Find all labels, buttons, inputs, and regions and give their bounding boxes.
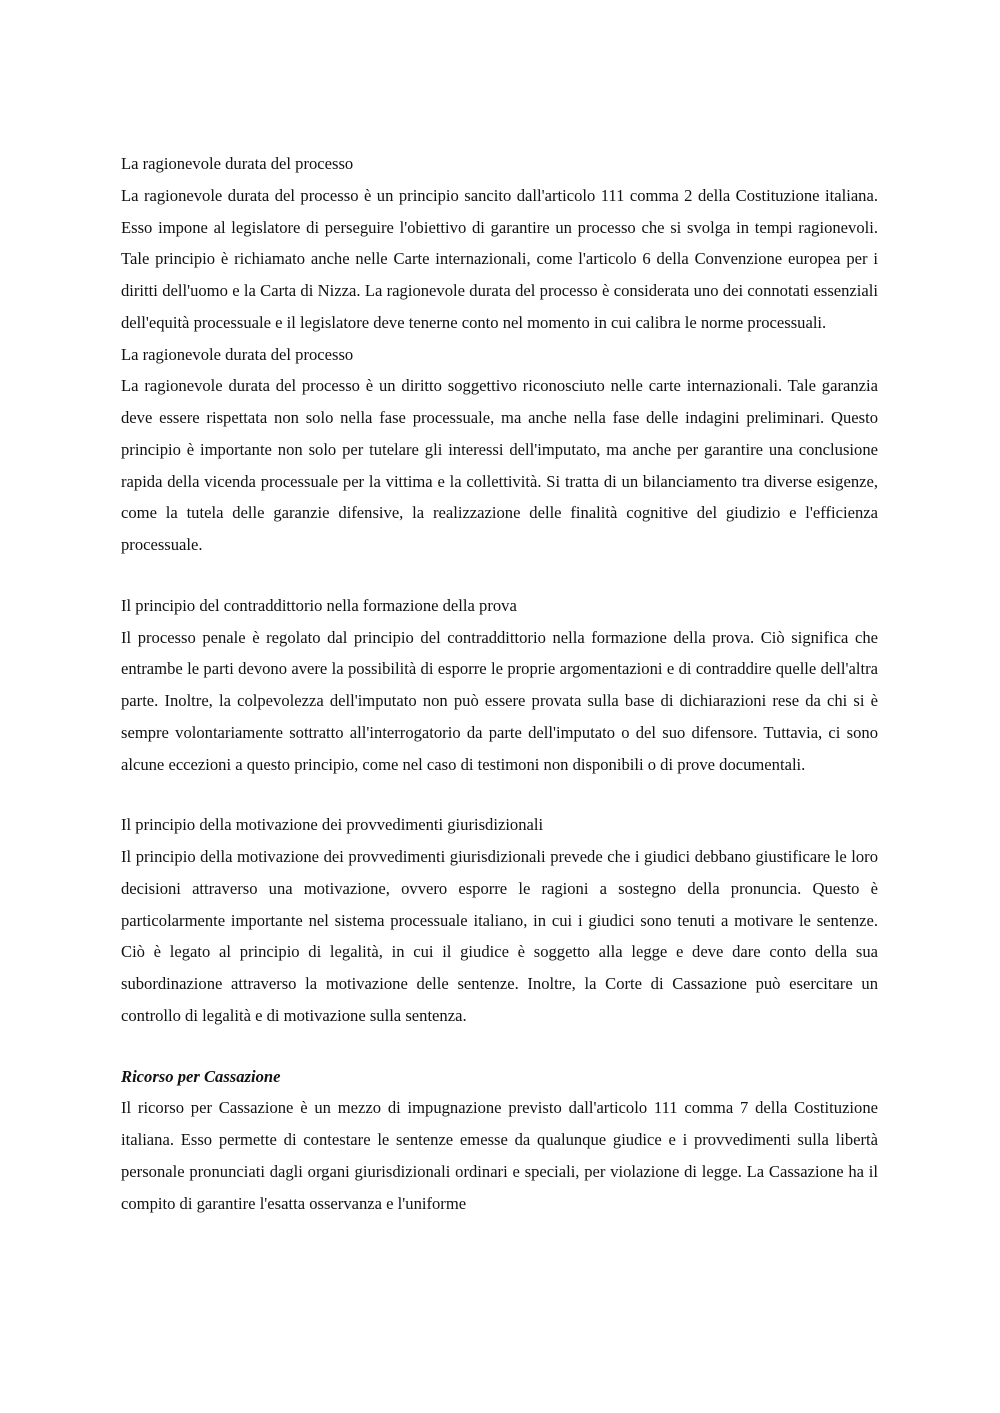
- document-page: [121, 148, 878, 1219]
- section-heading: Il principio del contraddittorio nella formazione della prova: [121, 595, 517, 615]
- paragraph-spacer: [121, 780, 878, 809]
- section-paragraph: La ragionevole durata del processo è un principio sancito dall'articolo 111 comma 2 della Costituzione italiana. Esso impone al legislatore di perseguire l'obiettivo di garantire un processo che si svolga in tempi ragionevoli. Tale principio è richiamato anche nelle Carte internazionali, come l'articolo 6 della Convenzione europea per i diritti dell'uomo e la Carta di Nizza. La ragionevole durata del processo è considerata uno dei connotati essenziali dell'equità processuale e il legislatore deve tenerne conto nel momento in cui calibra le norme processuali.: [121, 185, 878, 332]
- section-contraddittorio: [121, 590, 878, 781]
- paragraph-spacer: [121, 1032, 878, 1061]
- section-ricorso-cassazione: [121, 1061, 878, 1220]
- section-heading: Ricorso per Cassazione: [121, 1066, 281, 1086]
- paragraph-spacer: [121, 561, 878, 590]
- section-motivazione: [121, 809, 878, 1031]
- section-ragionevole-durata-2: [121, 339, 878, 561]
- section-paragraph: Il processo penale è regolato dal principio del contraddittorio nella formazione della prova. Ciò significa che entrambe le parti devono avere la possibilità di esporre le proprie argomentazioni e di contraddire quelle dell'altra parte. Inoltre, la colpevolezza dell'imputato non può essere provata sulla base di dichiarazioni rese da chi si è sempre volontariamente sottratto all'interrogatorio da parte dell'imputato o del suo difensore. Tuttavia, ci sono alcune eccezioni a questo principio, come nel caso di testimoni non disponibili o di prove documentali.: [121, 627, 878, 774]
- section-heading: Il principio della motivazione dei provvedimenti giurisdizionali: [121, 815, 544, 835]
- section-heading: La ragionevole durata del processo: [121, 154, 354, 173]
- section-heading: La ragionevole durata del processo: [121, 344, 354, 364]
- section-ragionevole-durata-1: [121, 148, 878, 339]
- section-paragraph: Il ricorso per Cassazione è un mezzo di impugnazione previsto dall'articolo 111 comma 7 della Costituzione italiana. Esso permette di contestare le sentenze emesse da qualunque giudice e i provvedimenti sulla libertà personale pronunciati dagli organi giurisdizionali ordinari e speciali, per violazione di legge. La Cassazione ha il compito di garantire l'esatta osservanza e l'uniforme: [121, 1098, 878, 1213]
- section-paragraph: La ragionevole durata del processo è un diritto soggettivo riconosciuto nelle carte internazionali. Tale garanzia deve essere rispettata non solo nella fase processuale, ma anche nella fase delle indagini preliminari. Questo principio è importante non solo per tutelare gli interessi dell'imputato, ma anche per garantire una conclusione rapida della vicenda processuale per la vittima e la collettività. Si tratta di un bilanciamento tra diverse esigenze, come la tutela delle garanzie difensive, la realizzazione delle finalità cognitive del giudizio e l'efficienza processuale.: [121, 376, 878, 554]
- section-paragraph: Il principio della motivazione dei provvedimenti giurisdizionali prevede che i giudici debbano giustificare le loro decisioni attraverso una motivazione, ovvero esporre le ragioni a sostegno della pronuncia. Questo è particolarmente importante nel sistema processuale italiano, in cui i giudici sono tenuti a motivare le sentenze. Ciò è legato al principio di legalità, in cui il giudice è soggetto alla legge e deve dare conto della sua subordinazione attraverso la motivazione delle sentenze. Inoltre, la Corte di Cassazione può esercitare un controllo di legalità e di motivazione sulla sentenza.: [121, 847, 878, 1025]
